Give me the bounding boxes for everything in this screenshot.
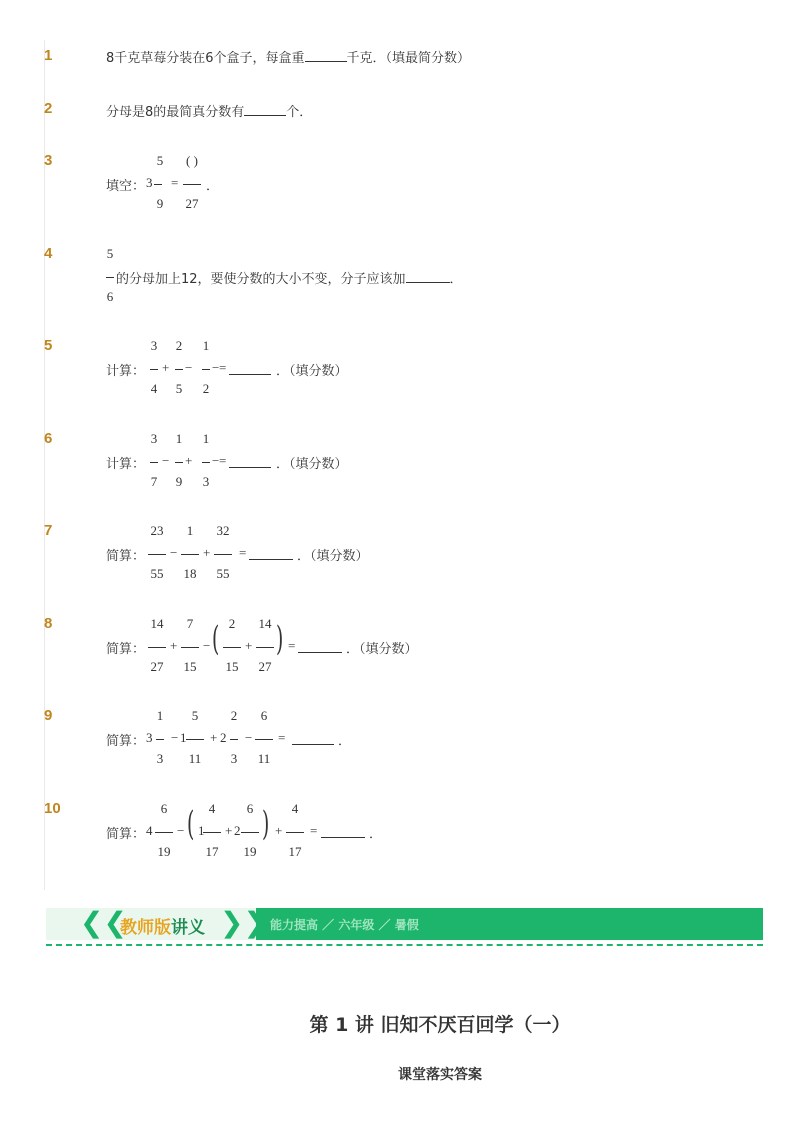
question-note: ．（填分数） — [346, 642, 418, 657]
answer-blank[interactable] — [244, 104, 286, 116]
dashed-divider — [46, 944, 763, 946]
operator: + — [162, 360, 170, 375]
question-label: 计算： — [106, 364, 146, 379]
fraction-denominator: 55 — [150, 566, 164, 581]
fraction-numerator: 2 — [175, 338, 183, 353]
question-note: ．（填分数） — [276, 457, 348, 472]
fraction-bar — [241, 832, 259, 833]
fraction-bar — [202, 369, 210, 370]
answer-blank[interactable] — [229, 362, 271, 375]
operator: − — [185, 360, 193, 375]
equals-sign: = — [278, 730, 286, 745]
operator: − — [162, 453, 170, 468]
question-label: 简算： — [106, 642, 146, 657]
operator: + — [210, 730, 218, 745]
question-text-b: 个． — [286, 105, 313, 120]
fraction-denominator: 9 — [175, 474, 183, 489]
fraction-bar — [181, 554, 199, 555]
fraction-denominator: 27 — [150, 659, 164, 674]
period: ． — [369, 827, 383, 842]
banner-subtitle: 能力提高 ／ 六年级 ／ 暑假 — [270, 918, 419, 932]
fraction-numerator: 14 — [150, 616, 164, 631]
whole-number: 3 — [146, 730, 153, 745]
chevron-right-icon: ❯❯ — [220, 906, 267, 939]
question-text — [106, 47, 470, 66]
fraction-denominator: 17 — [205, 844, 219, 859]
fraction-bar — [223, 647, 241, 648]
equals-sign: = — [310, 823, 318, 838]
fraction-numerator: 6 — [246, 801, 254, 816]
right-parenthesis: ) — [262, 804, 270, 844]
answers-heading: 课堂落实答案 — [398, 1067, 482, 1083]
question-text-a: 分母是8的最简真分数有 — [106, 105, 245, 120]
question-text-b: 千克．（填最简分数） — [346, 51, 471, 66]
question-number: 5 — [44, 337, 53, 354]
fraction-numerator: 1 — [202, 338, 210, 353]
question-text-a: 的分母加上12，要使分数的大小不变，分子应该加 — [116, 272, 406, 287]
fraction-numerator: 4 — [208, 801, 216, 816]
fraction-bar — [255, 739, 273, 740]
fraction-denominator: 7 — [150, 474, 158, 489]
question-text — [116, 268, 463, 287]
fraction-denominator: 3 — [156, 751, 164, 766]
operator: + — [245, 638, 253, 653]
answer-blank[interactable] — [321, 825, 365, 838]
answer-blank[interactable] — [229, 455, 271, 468]
left-parenthesis: ( — [212, 619, 220, 659]
fraction-denominator: 11 — [188, 751, 202, 766]
question-text — [106, 101, 312, 120]
question-number: 8 — [44, 615, 53, 632]
question-number: 1 — [44, 47, 53, 64]
fraction-denominator: 4 — [150, 381, 158, 396]
fraction-denominator: 15 — [225, 659, 239, 674]
fraction-numerator: 2 — [230, 708, 238, 723]
fraction-denominator: 2 — [202, 381, 210, 396]
question-note: ．（填分数） — [276, 364, 348, 379]
fraction-bar — [230, 739, 238, 740]
fraction-bar — [106, 277, 114, 278]
fraction-numerator: 5 — [156, 153, 164, 168]
period: ． — [449, 272, 463, 287]
left-parenthesis: ( — [187, 804, 195, 844]
question-label: 简算： — [106, 734, 146, 749]
question-text-a: 8千克草莓分装在6个盒子，每盒重 — [106, 51, 305, 66]
fraction-bar — [150, 462, 158, 463]
whole-number: 1 — [180, 730, 187, 745]
fraction-denominator: 27 — [258, 659, 272, 674]
period: ． — [338, 734, 352, 749]
fraction-numerator: 3 — [150, 431, 158, 446]
answer-blank[interactable] — [249, 547, 293, 560]
right-parenthesis: ) — [276, 619, 284, 659]
equals-sign: = — [171, 175, 179, 190]
whole-number: 1 — [198, 823, 205, 838]
fraction-numerator: 1 — [156, 708, 164, 723]
fraction-numerator: 4 — [291, 801, 299, 816]
equals-sign: = — [219, 360, 227, 375]
fraction-denominator: 55 — [216, 566, 230, 581]
fraction-denominator: 5 — [175, 381, 183, 396]
question-number: 9 — [44, 707, 53, 724]
equals-sign: = — [219, 453, 227, 468]
operator: + — [185, 453, 193, 468]
equals-sign: = — [288, 638, 296, 653]
fraction-bar — [214, 554, 232, 555]
whole-number: 2 — [234, 823, 241, 838]
operator: − — [171, 730, 179, 745]
fraction-bar — [183, 184, 201, 185]
fraction-numerator: 2 — [228, 616, 236, 631]
answer-blank[interactable] — [292, 732, 334, 745]
fraction-bar — [203, 832, 221, 833]
fraction-denominator: 15 — [183, 659, 197, 674]
operator: + — [275, 823, 283, 838]
fraction-denominator: 6 — [106, 289, 114, 304]
operator: − — [170, 545, 178, 560]
fraction-bar — [186, 739, 204, 740]
fraction-denominator: 3 — [230, 751, 238, 766]
question-number: 2 — [44, 100, 53, 117]
answer-blank[interactable] — [298, 640, 342, 653]
fraction-numerator: 1 — [186, 523, 194, 538]
equals-sign: = — [239, 545, 247, 560]
answer-blank[interactable] — [406, 271, 450, 283]
fraction-denominator: 18 — [183, 566, 197, 581]
fraction-denominator: 27 — [185, 196, 199, 211]
fraction-bar — [156, 739, 164, 740]
fraction-numerator: 7 — [186, 616, 194, 631]
fraction-denominator: 3 — [202, 474, 210, 489]
period: ． — [206, 178, 220, 193]
operator: − — [212, 453, 220, 468]
question-label: 计算： — [106, 457, 146, 472]
fraction-bar — [202, 462, 210, 463]
question-number: 3 — [44, 152, 53, 169]
fraction-bar — [181, 647, 199, 648]
question-note: ．（填分数） — [297, 549, 369, 564]
fraction-bar — [148, 554, 166, 555]
question-number: 6 — [44, 430, 53, 447]
operator: − — [177, 823, 185, 838]
fraction-numerator: 32 — [216, 523, 230, 538]
operator: − — [212, 360, 220, 375]
fraction-denominator: 11 — [257, 751, 271, 766]
fraction-denominator: 17 — [288, 844, 302, 859]
fraction-numerator: 14 — [258, 616, 272, 631]
fraction-bar — [286, 832, 304, 833]
fraction-numerator: ( ) — [186, 153, 198, 168]
whole-number: 4 — [146, 823, 153, 838]
banner-title — [120, 913, 205, 938]
fraction-bar — [148, 647, 166, 648]
fraction-bar — [175, 369, 183, 370]
operator: + — [170, 638, 178, 653]
chevron-left-icon: ❮❮ — [80, 906, 127, 939]
operator: − — [245, 730, 253, 745]
fraction-numerator: 3 — [150, 338, 158, 353]
question-label: 简算： — [106, 549, 146, 564]
question-label: 简算： — [106, 827, 146, 842]
question-number: 7 — [44, 522, 53, 539]
operator: − — [203, 638, 211, 653]
fraction-numerator: 6 — [160, 801, 168, 816]
whole-number: 3 — [146, 175, 153, 190]
fraction-denominator: 19 — [243, 844, 257, 859]
whole-number: 2 — [220, 730, 227, 745]
fraction-numerator: 5 — [106, 246, 114, 261]
fraction-bar — [155, 832, 173, 833]
lecture-title: 第 1 讲 旧知不厌百回学（一） — [309, 1014, 571, 1036]
fraction-bar — [154, 184, 162, 185]
fraction-denominator: 9 — [156, 196, 164, 211]
fraction-denominator: 19 — [157, 844, 171, 859]
answer-blank[interactable] — [305, 50, 347, 62]
fraction-bar — [150, 369, 158, 370]
fraction-bar — [175, 462, 183, 463]
fraction-numerator: 5 — [191, 708, 199, 723]
question-number: 4 — [44, 245, 53, 262]
operator: + — [203, 545, 211, 560]
fraction-numerator: 1 — [175, 431, 183, 446]
fraction-numerator: 23 — [150, 523, 164, 538]
question-label: 填空： — [106, 179, 146, 194]
fraction-numerator: 1 — [202, 431, 210, 446]
question-number: 10 — [44, 800, 61, 817]
operator: + — [225, 823, 233, 838]
fraction-bar — [256, 647, 274, 648]
banner-title-b: 讲义 — [171, 918, 205, 938]
banner-title-a: 教师版 — [120, 918, 171, 938]
fraction-numerator: 6 — [260, 708, 268, 723]
